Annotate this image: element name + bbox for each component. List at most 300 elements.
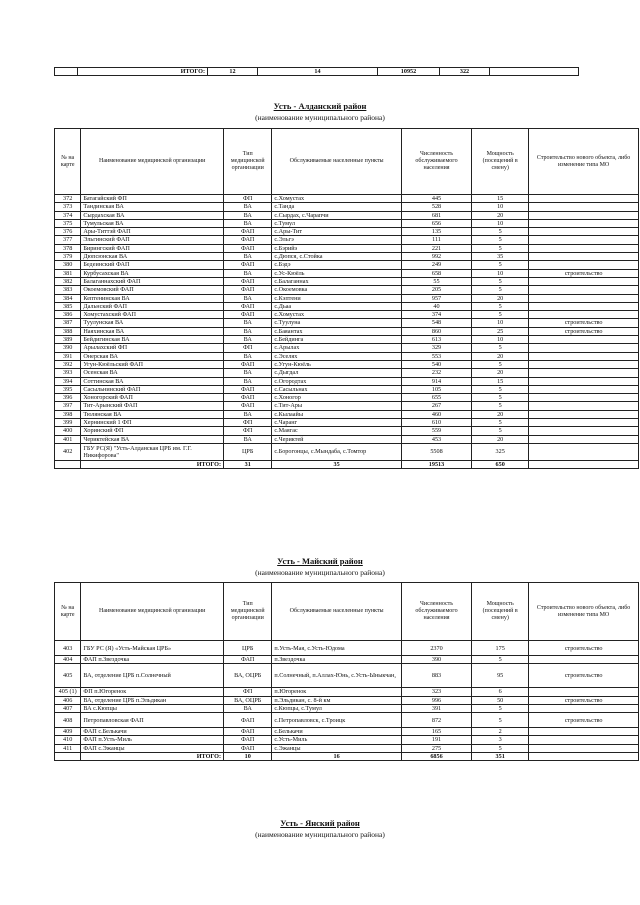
cell-population: 55 [401,277,471,285]
cell-org-name: Бедеинский ФАП [81,261,224,269]
table-row [55,286,639,294]
cell-org-type: ВА [224,369,272,377]
table-row [55,236,639,244]
cell-population: 540 [401,360,471,368]
cell-settlements: с.Тумул [272,219,402,227]
cell-org-name: Бейдигинская ВА [81,336,224,344]
cell-map-no: 380 [55,261,81,269]
cell-construction [529,203,639,211]
cell-org-type: ФАП [224,402,272,410]
section1-total-label: ИТОГО: [81,460,224,468]
cell-map-no: 404 [55,656,81,664]
cell-org-name: Онерская ВА [81,352,224,360]
cell-construction [529,728,639,736]
cell-map-no: 383 [55,286,81,294]
cell-capacity: 2 [472,728,529,736]
cell-population: 872 [401,713,471,728]
cell-population: 548 [401,319,471,327]
cell-population: 656 [401,219,471,227]
cell-org-type: ЦРБ [224,443,272,460]
table-row [55,394,639,402]
cell-population: 105 [401,385,471,393]
cell-capacity: 3 [472,736,529,744]
cell-map-no: 374 [55,211,81,219]
section3-subtitle: (наименование муниципального района) [255,830,385,839]
cell-construction: строительство [529,664,639,688]
table-row [55,302,639,310]
cell-construction [529,294,639,302]
cell-map-no: 378 [55,244,81,252]
cell-map-no: 399 [55,419,81,427]
cell-population: 460 [401,410,471,418]
header-construction: Строительство нового объекта, либо изменение типа МО [529,129,639,195]
cell-org-name: Курбусахская ВА [81,269,224,277]
header-map-no: № на карте [55,129,81,195]
section3-title: Усть - Янский район [280,818,360,828]
cell-capacity: 20 [472,352,529,360]
cell-settlements: с.Сасыльнах [272,385,402,393]
cell-settlements: с.Бэдэ [272,261,402,269]
cell-org-name: Кептенинская ВА [81,294,224,302]
section2-total-c4: 351 [472,753,529,761]
cell-map-no: 373 [55,203,81,211]
cell-org-type: ФАП [224,261,272,269]
cell-org-name: ГБУ РС(Я) "Усть-Алданская ЦРБ им. Г.Г. Никифорова" [81,443,224,460]
cell-map-no: 403 [55,641,81,656]
cell-construction [529,253,639,261]
cell-org-name: Хомустахский ФАП [81,311,224,319]
cell-construction [529,277,639,285]
table-row [55,360,639,368]
cell-org-type: ФАП [224,385,272,393]
cell-org-name: Хоногорский ФАП [81,394,224,402]
cell-construction [529,427,639,435]
cell-org-type: ФАП [224,713,272,728]
cell-org-name: Эльгинский ФАП [81,236,224,244]
cell-capacity: 5 [472,704,529,712]
header-construction: Строительство нового объекта, либо изменение типа МО [529,583,639,641]
cell-population: 453 [401,435,471,443]
cell-org-type: ВА, ОЦРБ [224,664,272,688]
section1-table [54,128,639,469]
cell-capacity: 5 [472,311,529,319]
cell-org-type: ВА, ОЦРБ [224,696,272,704]
cell-capacity: 10 [472,319,529,327]
cell-capacity: 20 [472,369,529,377]
cell-org-name: Дальнский ФАП [81,302,224,310]
cell-settlements: с.Кюпцы, с.Тумул [272,704,402,712]
header-capacity: Мощность (посещений в смену) [472,583,529,641]
table-row [55,269,639,277]
cell-map-no: 393 [55,369,81,377]
cell-settlements: с.Дыгдал [272,369,402,377]
cell-capacity: 20 [472,294,529,302]
cell-settlements: с.Огородтах [272,377,402,385]
table-row [55,261,639,269]
table-row [55,664,639,688]
header-population: Численность обслуживаемого населения [401,583,471,641]
table-row [55,656,639,664]
cell-population: 191 [401,736,471,744]
cell-construction [529,360,639,368]
cell-org-type: ФАП [224,311,272,319]
cell-construction: строительство [529,713,639,728]
cell-population: 40 [401,302,471,310]
cell-map-no: 384 [55,294,81,302]
cell-map-no: 402 [55,443,81,460]
table-row [55,294,639,302]
section1-total-c1: 31 [224,460,272,468]
cell-settlements: с.Хомустах [272,311,402,319]
cell-org-name: ВА, отделение ЦРБ п.Солнечный [81,664,224,688]
cell-org-name: Сырдахская ВА [81,211,224,219]
cell-construction [529,704,639,712]
cell-org-name: Тумульская ВА [81,219,224,227]
cell-org-type: ВА [224,211,272,219]
cell-construction [529,656,639,664]
cell-construction [529,195,639,203]
cell-map-no: 389 [55,336,81,344]
cell-map-no: 410 [55,736,81,744]
section2-total-label: ИТОГО: [81,753,224,761]
cell-construction [529,211,639,219]
cell-map-no: 398 [55,410,81,418]
cell-map-no: 405 (1) [55,688,81,696]
cell-org-name: ФАП с.Белькачи [81,728,224,736]
cell-org-type: ЦРБ [224,641,272,656]
table-row [55,385,639,393]
section2-total-c2: 16 [272,753,402,761]
table-row [55,736,639,744]
cell-org-type: ВА [224,203,272,211]
table-row [55,377,639,385]
header-settlements: Обслуживаемые населенные пункты [272,583,402,641]
cell-construction [529,688,639,696]
header-org-type: Тип медицинской организации [224,583,272,641]
cell-settlements: с.Хоногор [272,394,402,402]
section2-table [54,582,639,761]
cell-map-no: 396 [55,394,81,402]
cell-map-no: 386 [55,311,81,319]
cell-org-type: ВА [224,377,272,385]
cell-capacity: 10 [472,336,529,344]
cell-org-type: ФАП [224,728,272,736]
cell-construction [529,261,639,269]
cell-map-no: 392 [55,360,81,368]
cell-settlements: с.Туулуна [272,319,402,327]
cell-capacity: 5 [472,277,529,285]
cell-construction [529,736,639,744]
top-total-c2: 14 [258,68,378,76]
cell-population: 2370 [401,641,471,656]
cell-population: 267 [401,402,471,410]
cell-capacity: 15 [472,377,529,385]
cell-population: 275 [401,744,471,752]
table-row [55,277,639,285]
cell-map-no: 391 [55,352,81,360]
cell-construction [529,443,639,460]
cell-org-type: ФАП [224,302,272,310]
section2-title: Усть - Майский район [277,556,363,566]
cell-population: 111 [401,236,471,244]
cell-population: 528 [401,203,471,211]
cell-construction [529,377,639,385]
cell-construction [529,302,639,310]
cell-population: 391 [401,704,471,712]
cell-settlements: с.Тит-Ары [272,402,402,410]
table-row [55,211,639,219]
cell-org-name: Наяхинская ВА [81,327,224,335]
cell-population: 221 [401,244,471,252]
cell-construction [529,228,639,236]
table-row [55,203,639,211]
cell-org-name: Балаганнахский ФАП [81,277,224,285]
cell-population: 205 [401,286,471,294]
cell-map-no: 400 [55,427,81,435]
cell-settlements: п.Солнечный, п.Аллах-Юнь, с.Усть-Ыныкчан, [272,664,402,688]
cell-capacity: 175 [472,641,529,656]
cell-org-name: ВА с.Кюпцы [81,704,224,712]
cell-capacity: 5 [472,744,529,752]
cell-org-type: ВА [224,410,272,418]
cell-map-no: 376 [55,228,81,236]
cell-map-no: 407 [55,704,81,712]
cell-org-name: ВА, отделение ЦРБ п.Эльдикан [81,696,224,704]
cell-capacity: 5 [472,261,529,269]
top-total-table [54,67,579,76]
cell-population: 390 [401,656,471,664]
table-row [55,435,639,443]
cell-map-no: 395 [55,385,81,393]
section1-title: Усть - Алданский район [273,101,367,111]
cell-settlements: с.Белькачи [272,728,402,736]
cell-org-name: Осенская ВА [81,369,224,377]
cell-org-type: ВА [224,319,272,327]
cell-org-name: Туулунская ВА [81,319,224,327]
cell-population: 5508 [401,443,471,460]
cell-population: 860 [401,327,471,335]
cell-settlements: п.Югоренок [272,688,402,696]
cell-map-no: 387 [55,319,81,327]
cell-capacity: 35 [472,253,529,261]
cell-map-no: 409 [55,728,81,736]
table-row [55,419,639,427]
cell-population: 658 [401,269,471,277]
cell-capacity: 15 [472,195,529,203]
table-row [55,641,639,656]
cell-org-name: Хернинский 1 ФП [81,419,224,427]
cell-capacity: 5 [472,344,529,352]
cell-population: 445 [401,195,471,203]
cell-org-name: Батагайский ФП [81,195,224,203]
cell-settlements: с.Петропавловск, с.Троицк [272,713,402,728]
cell-org-name: Хоринский ФП [81,427,224,435]
cell-map-no: 382 [55,277,81,285]
table-row [55,228,639,236]
cell-construction [529,394,639,402]
cell-settlements: с.Борогонцы, с.Мындаба, с.Томтор [272,443,402,460]
cell-capacity: 5 [472,286,529,294]
cell-org-type: ФП [224,427,272,435]
cell-org-name: Дюпсюнская ВА [81,253,224,261]
cell-org-name: Петропавловская ФАП [81,713,224,728]
cell-map-no: 377 [55,236,81,244]
cell-map-no: 372 [55,195,81,203]
cell-map-no: 385 [55,302,81,310]
header-capacity: Мощность (посещений в смену) [472,129,529,195]
cell-population: 914 [401,377,471,385]
cell-org-type: ФАП [224,744,272,752]
cell-capacity: 5 [472,656,529,664]
cell-org-type: ФАП [224,360,272,368]
cell-org-name: Чериктейская ВА [81,435,224,443]
top-total-c1: 12 [208,68,258,76]
cell-settlements: с.Танда [272,203,402,211]
cell-org-type: ФП [224,688,272,696]
section1-total-c3: 19513 [401,460,471,468]
section1-subtitle: (наименование муниципального района) [255,113,385,122]
cell-settlements: с.Эльгэ [272,236,402,244]
cell-org-type: ФП [224,195,272,203]
cell-capacity: 325 [472,443,529,460]
table-row [55,402,639,410]
cell-org-name: Арылахский ФП [81,344,224,352]
cell-org-type: ВА [224,219,272,227]
table-row [55,327,639,335]
table-row [55,195,639,203]
cell-settlements: с.Усть-Миль [272,736,402,744]
cell-org-type: ВА [224,704,272,712]
cell-capacity: 5 [472,302,529,310]
cell-org-name: ФАП п.Усть-Миль [81,736,224,744]
table-row [55,319,639,327]
cell-population: 883 [401,664,471,688]
cell-map-no: 394 [55,377,81,385]
table-row [55,369,639,377]
cell-org-type: ФАП [224,394,272,402]
cell-construction [529,419,639,427]
cell-capacity: 5 [472,427,529,435]
cell-settlements: с.Кэптени [272,294,402,302]
cell-settlements: п.Усть-Мая, с.Усть-Юдома [272,641,402,656]
cell-map-no: 405 [55,664,81,688]
cell-construction [529,344,639,352]
cell-capacity: 10 [472,203,529,211]
table-row [55,728,639,736]
cell-map-no: 375 [55,219,81,227]
cell-population: 681 [401,211,471,219]
cell-settlements: с.Ары-Тит [272,228,402,236]
cell-construction [529,369,639,377]
cell-capacity: 10 [472,219,529,227]
table-row [55,344,639,352]
cell-org-name: Тит-Арынский ФАП [81,402,224,410]
cell-settlements: с.Дюпся, с.Стойка [272,253,402,261]
header-settlements: Обслуживаемые населенные пункты [272,129,402,195]
cell-capacity: 10 [472,269,529,277]
table-row [55,443,639,460]
cell-map-no: 408 [55,713,81,728]
cell-org-type: ВА [224,435,272,443]
cell-construction [529,311,639,319]
cell-org-name: ФАП п.Звездочка [81,656,224,664]
cell-org-name: ФП п.Югоренок [81,688,224,696]
table-row [55,744,639,752]
header-org-type: Тип медицинской организации [224,129,272,195]
cell-settlements: п.Звездочка [272,656,402,664]
cell-population: 613 [401,336,471,344]
table-row [55,253,639,261]
cell-map-no: 397 [55,402,81,410]
cell-map-no: 411 [55,744,81,752]
cell-org-type: ФАП [224,244,272,252]
table-row [55,311,639,319]
cell-capacity: 5 [472,360,529,368]
cell-org-name: Тандинская ВА [81,203,224,211]
cell-org-name: ФАП с.Эжанцы [81,744,224,752]
table-row [55,688,639,696]
cell-construction [529,402,639,410]
cell-org-type: ФП [224,419,272,427]
section1-total-c2: 35 [272,460,402,468]
cell-map-no: 388 [55,327,81,335]
section2-subtitle: (наименование муниципального района) [255,568,385,577]
cell-map-no: 390 [55,344,81,352]
cell-population: 992 [401,253,471,261]
cell-capacity: 5 [472,713,529,728]
cell-org-type: ВА [224,327,272,335]
cell-map-no: 381 [55,269,81,277]
cell-capacity: 5 [472,236,529,244]
cell-org-name: ГБУ РС (Я) «Усть-Майская ЦРБ» [81,641,224,656]
cell-construction [529,385,639,393]
cell-settlements: п.Эльдикан, с. 8-й км [272,696,402,704]
cell-org-name: Сасыльнинский ФАП [81,385,224,393]
cell-org-name: Тюлянская ВА [81,410,224,418]
table-row [55,696,639,704]
cell-capacity: 5 [472,228,529,236]
cell-population: 553 [401,352,471,360]
cell-settlements: с.Маягас [272,427,402,435]
cell-capacity: 6 [472,688,529,696]
cell-capacity: 5 [472,244,529,252]
cell-map-no: 406 [55,696,81,704]
cell-population: 957 [401,294,471,302]
cell-capacity: 5 [472,385,529,393]
cell-org-type: ВА [224,352,272,360]
cell-construction [529,336,639,344]
cell-construction [529,236,639,244]
cell-capacity: 95 [472,664,529,688]
cell-construction [529,219,639,227]
cell-org-type: ФАП [224,736,272,744]
cell-org-type: ВА [224,269,272,277]
cell-org-type: ФАП [224,228,272,236]
cell-population: 323 [401,688,471,696]
header-org-name: Наименование медицинской организации [81,583,224,641]
cell-org-type: ФАП [224,656,272,664]
cell-population: 655 [401,394,471,402]
cell-settlements: с.Арылах [272,344,402,352]
top-total-c3: 10952 [378,68,440,76]
cell-org-type: ВА [224,294,272,302]
cell-construction: строительство [529,269,639,277]
cell-map-no: 379 [55,253,81,261]
cell-population: 374 [401,311,471,319]
table-row [55,427,639,435]
cell-construction [529,286,639,294]
cell-org-name: Бирингский ФАП [81,244,224,252]
